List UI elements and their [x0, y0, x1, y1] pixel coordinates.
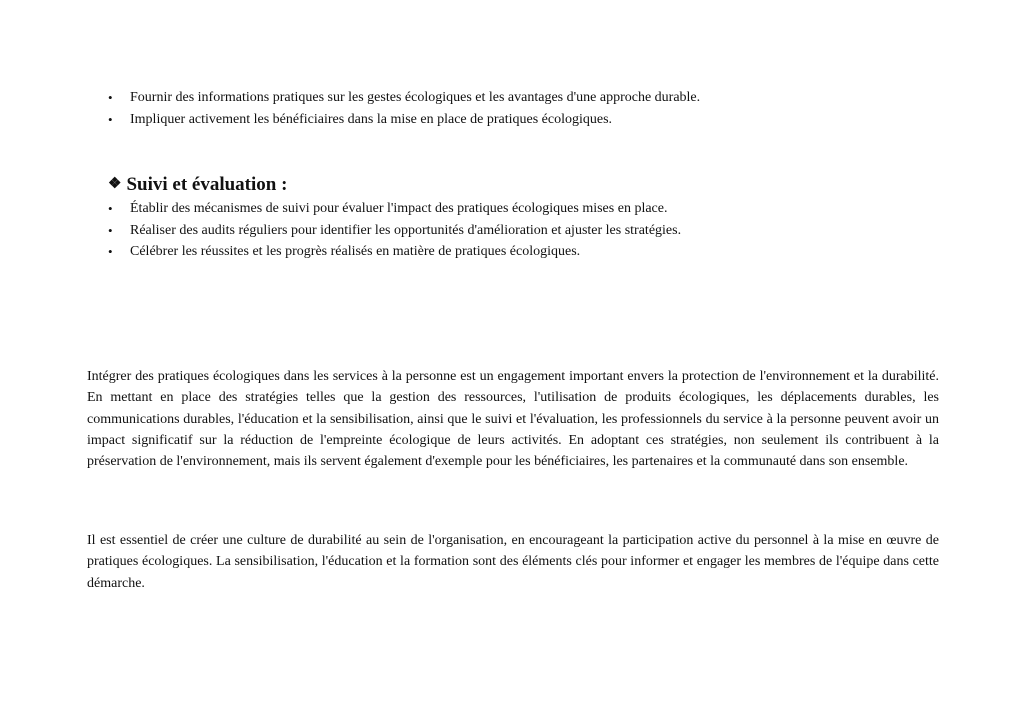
list-item-text: Impliquer activement les bénéficiaires dans la mise en place de pratiques écologiques.	[130, 111, 613, 127]
bullet-icon: •	[108, 111, 113, 127]
conclusion-paragraph: Intégrer des pratiques écologiques dans les services à la personne est un engagement important envers la protection de l'environnement et la durabilité. En mettant en place des stratégies telles que la gestion des ressources, l'utilisation de produits écologiques, les déplacements durables, les communications durables, l'éducation et la sensibilisation, ainsi que le suivi et l'évaluation, les professionnels du service à la personne peuvent avoir un impact significatif sur la réduction de l'empreinte écologique de leurs activités. En adoptant ces stratégies, non seulement ils contribuent à la préservation de l'environnement, mais ils servent également d'exemple pour les bénéficiaires, les partenaires et la communauté dans son ensemble.	[87, 369, 939, 470]
section-heading-text: Suivi et évaluation :	[126, 174, 288, 195]
list-item-text: Fournir des informations pratiques sur les gestes écologiques et les avantages d'une approche durable.	[130, 90, 701, 105]
list-item	[108, 241, 928, 263]
list-item-text: Établir des mécanismes de suivi pour évaluer l'impact des pratiques écologiques mises en place.	[130, 201, 668, 216]
list-item	[108, 220, 928, 242]
bullet-icon: •	[108, 90, 113, 105]
bullet-icon: •	[108, 201, 113, 216]
bullet-icon: •	[108, 222, 113, 238]
list-item	[108, 109, 928, 131]
list-item-text: Réaliser des audits réguliers pour identifier les opportunités d'amélioration et ajuster les stratégies.	[130, 222, 682, 238]
list-item	[108, 198, 928, 220]
bullet-icon: •	[108, 244, 113, 259]
evaluation-bullet-list	[108, 198, 928, 263]
top-bullet-list	[108, 87, 928, 130]
list-item	[108, 87, 928, 109]
diamond-bullet-icon: ❖	[108, 176, 122, 192]
list-item-text: Célébrer les réussites et les progrès réalisés en matière de pratiques écologiques.	[130, 244, 581, 259]
culture-paragraph: Il est essentiel de créer une culture de durabilité au sein de l'organisation, en encourageant la participation active du personnel à la mise en œuvre de pratiques écologiques. La sensibilisation, l'éducation et la formation sont des éléments clés pour informer et engager les membres de l'équipe dans cette démarche.	[87, 533, 939, 591]
section-heading-suivi-evaluation	[108, 173, 287, 198]
